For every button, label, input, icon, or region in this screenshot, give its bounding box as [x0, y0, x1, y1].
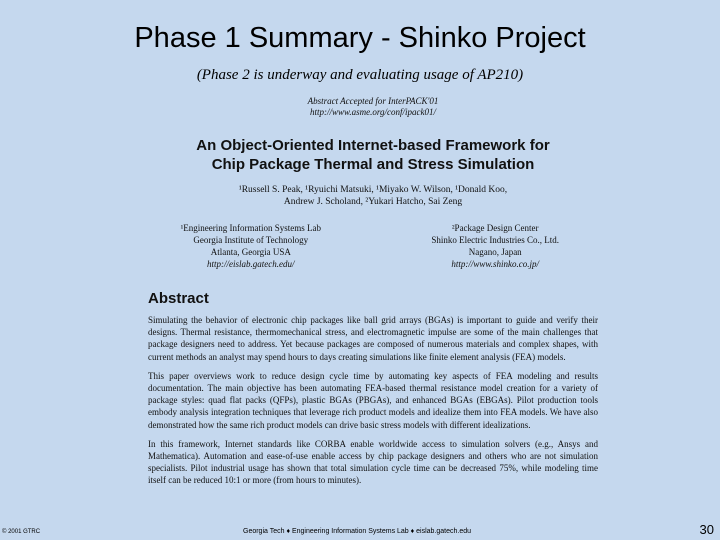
abstract-paragraph: Simulating the behavior of electronic chip packages like ball grid arrays (BGAs) is important to guide and verify their designs. Thermal resistance, thermomechanical stress, and electromagnetic impulse are some of the main challenges that package designers need to address. Yet because packages are composed of numerous materials and complex shapes, with current methods an analyst may spend hours to days creating simulations like finite element analysis (FEA) models.	[148, 315, 598, 362]
affiliation-shinko	[382, 222, 608, 270]
author-line: Andrew J. Scholand, ²Yukari Hatcho, Sai Zeng	[283, 197, 463, 207]
affiliation-line: Shinko Electric Industries Co., Ltd.	[431, 235, 560, 245]
page-number: 30	[699, 522, 714, 537]
footer-lab-line: Georgia Tech ♦ Engineering Information Systems Lab ♦ eislab.gatech.edu	[243, 528, 472, 535]
affiliation-line: Atlanta, Georgia USA	[210, 247, 291, 257]
affiliation-line: Georgia Institute of Technology	[193, 235, 309, 245]
copyright-notice: © 2001 GTRC	[2, 529, 41, 535]
affiliation-url: http://www.shinko.co.jp/	[451, 259, 539, 269]
paper-title-line: Chip Package Thermal and Stress Simulation	[211, 156, 535, 173]
abstract-paragraph: In this framework, Internet standards like CORBA enable worldwide access to simulation solvers (e.g., Ansys and Mathematica). Automation and ease-of-use enable access by chip package designers and others who are not simulation specialists. Pilot industrial usage has shown that total simulation cycle time can be decreased 75%, while modeling time itself can be reduced 10:1 or more (from hours to minutes).	[148, 438, 598, 486]
author-line: ¹Russell S. Peak, ¹Ryuichi Matsuki, ¹Miyako W. Wilson, ¹Donald Koo,	[238, 185, 508, 195]
paper-title-line: An Object-Oriented Internet-based Framework for	[196, 137, 550, 154]
slide-title: Phase 1 Summary - Shinko Project	[134, 22, 586, 54]
author-list	[138, 184, 608, 208]
abstract-paragraph: This paper overviews work to reduce design cycle time by automating key aspects of FEA modeling and results documentation. The main objective has been automating FEA-based thermal resistance model creation for a variety of package styles: quad flat packs (QFPs), plastic BGAs (PBGAs), and enhanced BGAs (EBGAs). Pilot production tools embody analysis integration techniques that leverage rich product models and idealize them into FEA models. We have also demonstrated how the same rich product models can drive basic stress models with different idealizations.	[148, 370, 598, 430]
affiliation-line: Nagano, Japan	[468, 247, 522, 257]
acceptance-url: http://www.asme.org/conf/ipack01/	[310, 107, 436, 117]
acceptance-note	[138, 96, 608, 118]
acceptance-line: Abstract Accepted for InterPACK'01	[307, 96, 439, 106]
paper-excerpt	[138, 92, 608, 524]
abstract-heading: Abstract	[148, 290, 209, 307]
slide-subtitle: (Phase 2 is underway and evaluating usage of AP210)	[196, 67, 524, 83]
affiliation-gatech	[138, 222, 364, 270]
affiliation-url: http://eislab.gatech.edu/	[207, 259, 295, 269]
affiliation-line: ¹Engineering Information Systems Lab	[180, 223, 321, 233]
affiliation-line: ²Package Design Center	[451, 223, 539, 233]
affiliations	[138, 222, 608, 270]
paper-title	[138, 136, 608, 174]
